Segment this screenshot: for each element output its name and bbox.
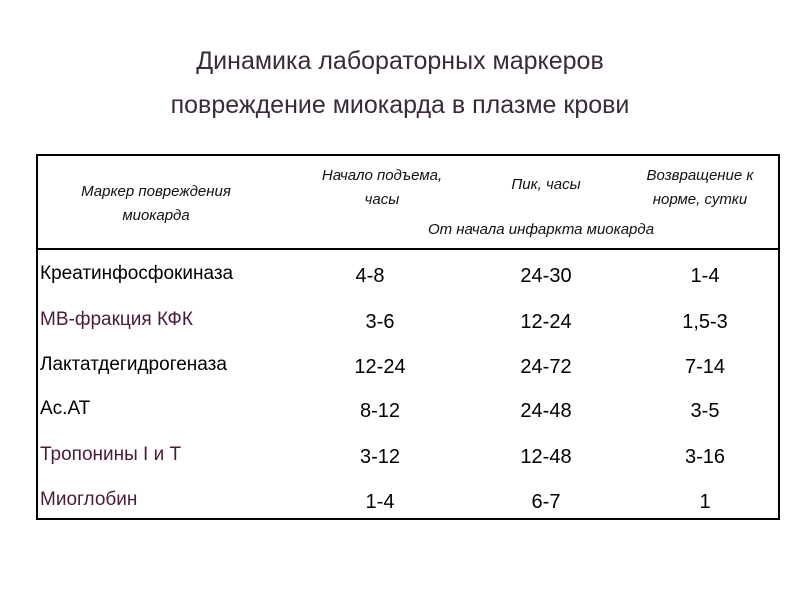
markers-table bbox=[36, 154, 780, 520]
header-subheader: От начала инфаркта миокарда bbox=[427, 221, 655, 238]
row-2-peak: 12-24 bbox=[520, 311, 572, 333]
header-start bbox=[292, 164, 472, 212]
header-marker-line2: миокарда bbox=[122, 207, 190, 224]
row-1-start: 4-8 bbox=[355, 265, 385, 287]
table-border-top bbox=[36, 154, 780, 156]
table-border-bottom bbox=[36, 518, 780, 520]
row-1-marker: Креатинфосфокиназа bbox=[40, 263, 234, 284]
row-6-return: 1 bbox=[699, 491, 711, 513]
row-2-marker: МВ-фракция КФК bbox=[40, 309, 193, 330]
header-return bbox=[618, 164, 782, 212]
page-subtitle: повреждение миокарда в плазме крови bbox=[170, 91, 630, 119]
row-2-start: 3-6 bbox=[365, 311, 395, 333]
header-divider bbox=[36, 248, 780, 250]
row-4-start: 8-12 bbox=[359, 400, 401, 422]
row-3-return: 7-14 bbox=[684, 356, 726, 378]
header-marker bbox=[46, 180, 266, 228]
row-4-peak: 24-48 bbox=[520, 400, 572, 422]
header-return-line1: Возвращение к bbox=[646, 167, 754, 184]
row-6-marker: Миоглобин bbox=[40, 489, 138, 510]
header-marker-line1: Маркер повреждения bbox=[81, 183, 231, 200]
row-3-peak: 24-72 bbox=[520, 356, 572, 378]
page-title: Динамика лабораторных маркеров bbox=[196, 47, 604, 75]
header-return-line2: норме, сутки bbox=[652, 191, 748, 208]
table-border-left bbox=[36, 154, 38, 520]
header-start-line1: Начало подъема, bbox=[321, 167, 443, 184]
row-5-peak: 12-48 bbox=[520, 446, 572, 468]
header-peak bbox=[456, 173, 636, 197]
row-3-start: 12-24 bbox=[354, 356, 406, 378]
row-6-peak: 6-7 bbox=[531, 491, 561, 513]
row-1-peak: 24-30 bbox=[520, 265, 572, 287]
row-4-marker: Ас.АТ bbox=[40, 398, 91, 419]
row-4-return: 3-5 bbox=[690, 400, 720, 422]
row-6-start: 1-4 bbox=[365, 491, 395, 513]
row-1-return: 1-4 bbox=[690, 265, 720, 287]
row-5-start: 3-12 bbox=[359, 446, 401, 468]
header-start-line2: часы bbox=[364, 191, 400, 208]
row-5-return: 3-16 bbox=[684, 446, 726, 468]
row-3-marker: Лактатдегидрогеназа bbox=[40, 354, 227, 375]
header-peak-label: Пик, часы bbox=[511, 176, 581, 193]
row-5-marker: Тропонины I и T bbox=[40, 444, 182, 465]
row-2-return: 1,5-3 bbox=[682, 311, 728, 333]
